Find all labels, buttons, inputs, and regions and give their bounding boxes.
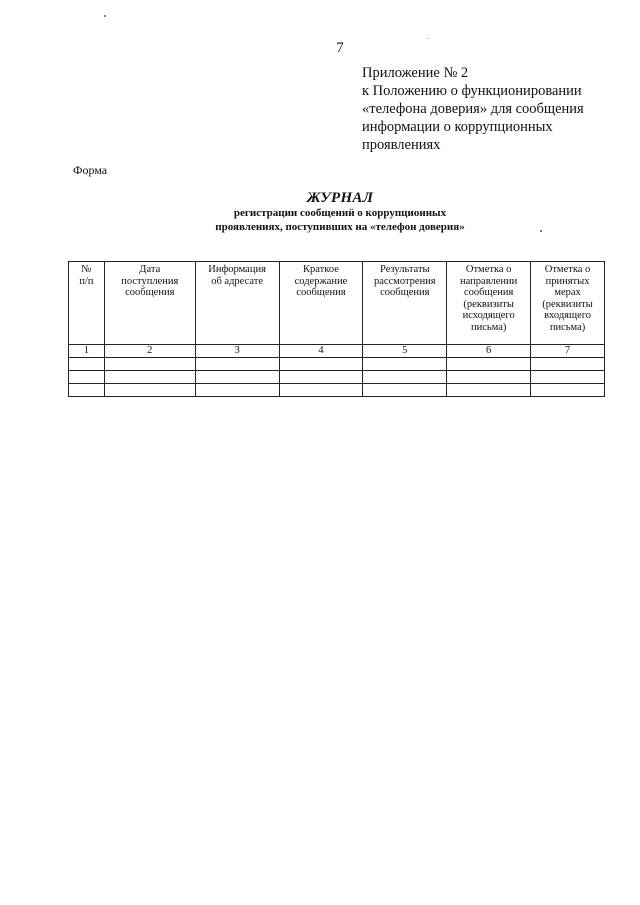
column-number: 5 xyxy=(363,345,447,358)
column-header-number xyxy=(69,262,105,345)
table-cell xyxy=(447,371,531,384)
column-number: 1 xyxy=(69,345,105,358)
appendix-line: Приложение № 2 xyxy=(362,65,469,81)
table-cell xyxy=(447,358,531,371)
column-number: 3 xyxy=(195,345,279,358)
header-text: Краткое xyxy=(303,264,339,275)
header-text: принятых xyxy=(545,275,590,287)
journal-subtitle-line: регистрации сообщений о коррупционных xyxy=(233,207,447,219)
table-cell xyxy=(363,384,447,397)
table-cell xyxy=(69,371,105,384)
header-text: направлении xyxy=(460,275,518,287)
appendix-line: «телефона доверия» для сообщения xyxy=(362,101,584,117)
header-text: содержание xyxy=(294,275,348,287)
column-header-summary xyxy=(279,262,363,345)
table-cell xyxy=(363,358,447,371)
journal-subtitle-line: проявлениях, поступивших на «телефон доверия» xyxy=(215,221,465,233)
header-text: сообщения xyxy=(464,287,514,298)
table-row xyxy=(69,358,605,371)
header-text: (реквизиты xyxy=(463,298,514,310)
header-text: письма) xyxy=(470,321,507,333)
column-header-addressee xyxy=(195,262,279,345)
journal-title: ЖУРНАЛ xyxy=(306,190,374,206)
header-text: Дата xyxy=(139,264,161,275)
table-cell xyxy=(447,384,531,397)
column-number: 7 xyxy=(531,345,605,358)
header-text: сообщения xyxy=(125,287,175,298)
header-text: Информация xyxy=(208,264,266,275)
header-text: поступления xyxy=(121,275,179,287)
table-cell xyxy=(69,358,105,371)
header-text: сообщения xyxy=(296,287,346,298)
header-text: Отметка о xyxy=(544,264,591,275)
header-text: № xyxy=(81,264,92,275)
column-header-results xyxy=(363,262,447,345)
column-header-referral xyxy=(447,262,531,345)
header-text: сообщения xyxy=(380,287,430,298)
table-cell xyxy=(104,371,195,384)
header-text: исходящего xyxy=(462,310,515,321)
table-cell xyxy=(279,384,363,397)
header-text: (реквизиты xyxy=(542,298,593,310)
table-row xyxy=(69,384,605,397)
header-text: Отметка о xyxy=(465,264,512,275)
appendix-line: проявлениях xyxy=(362,137,441,153)
column-number: 2 xyxy=(104,345,195,358)
appendix-note xyxy=(362,64,624,154)
header-text: входящего xyxy=(544,310,592,321)
appendix-line: к Положению о функционировании xyxy=(362,83,582,99)
table-cell xyxy=(195,358,279,371)
form-label: Форма xyxy=(73,163,108,177)
column-number: 6 xyxy=(447,345,531,358)
header-text: рассмотрения xyxy=(373,275,436,287)
table-cell xyxy=(531,384,605,397)
table-cell xyxy=(531,358,605,371)
scan-speck xyxy=(427,38,428,39)
table-cell xyxy=(69,384,105,397)
table-cell xyxy=(195,371,279,384)
column-header-measures xyxy=(531,262,605,345)
column-header-date xyxy=(104,262,195,345)
table-cell xyxy=(279,371,363,384)
header-text: Результаты xyxy=(380,264,430,275)
table-cell xyxy=(104,358,195,371)
table-row xyxy=(69,371,605,384)
header-text: письма) xyxy=(549,321,586,333)
table-cell xyxy=(104,384,195,397)
header-text: мерах xyxy=(554,287,581,298)
scan-speck xyxy=(540,230,542,232)
table-header-row xyxy=(69,262,605,345)
column-number: 4 xyxy=(279,345,363,358)
scan-speck xyxy=(104,15,106,17)
table-cell xyxy=(279,358,363,371)
column-number-row xyxy=(69,345,605,358)
table-cell xyxy=(363,371,447,384)
table-cell xyxy=(195,384,279,397)
appendix-line: информации о коррупционных xyxy=(362,119,553,135)
header-text: п/п xyxy=(79,275,94,287)
register-table xyxy=(68,261,605,397)
table-cell xyxy=(531,371,605,384)
page-number: 7 xyxy=(336,40,344,56)
header-text: об адресате xyxy=(211,275,264,287)
journal-subtitle xyxy=(0,206,640,234)
